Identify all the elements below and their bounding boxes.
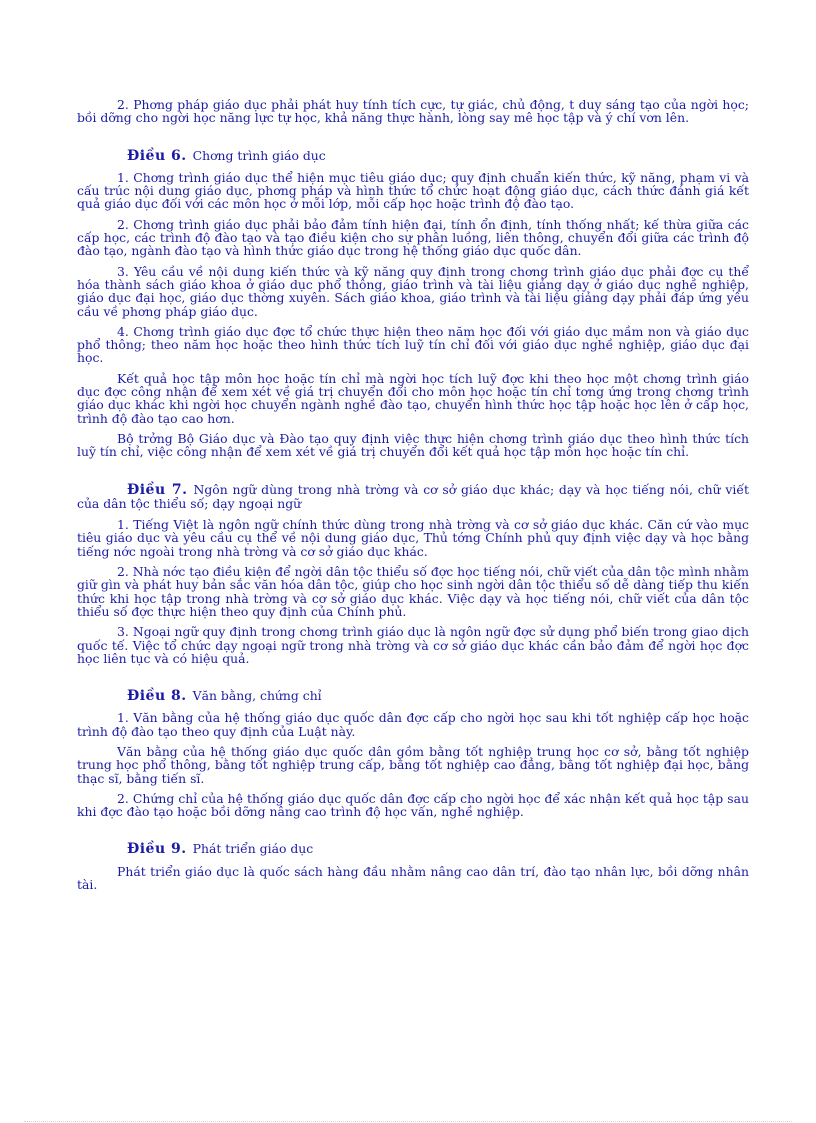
paragraph: 2. Nhà nớc tạo điều kiện để ngời dân tộc thiểu số đợc học tiếng nói, chữ viết của dân tộc mình nhằm giữ gìn và phát huy bản sắc văn hóa dân tộc, giúp cho học sinh ngời dân tộc thiểu số dễ dàng tiếp thu kiến thức khi học tập trong nhà trờng và cơ sở giáo dục khác. Việc dạy và học tiếng nói, chữ viết của dân tộc thiểu số đợc thực hiện theo quy định của Chính phủ. bbox=[77, 564, 749, 619]
paragraph: Kết quả học tập môn học hoặc tín chỉ mà ngời học tích luỹ đợc khi theo học một chơng trình giáo dục đợc công nhận để xem xét về giá trị chuyển đổi cho môn học hoặc tín chỉ tơng ứng trong chơng trình giáo dục khác khi ngời học chuyển ngành nghề đào tạo, chuyển hình thức học tập hoặc học lên ở cấp học, trình độ đào tạo cao hơn. bbox=[77, 370, 749, 426]
paragraph: 2. Phơng pháp giáo dục phải phát huy tính tích cực, tự giác, chủ động, t duy sáng tạo của ngời học; bồi dỡng cho ngời học năng lực tự học, khả năng thực hành, lòng say mê học tập và ý chí vơn lên. bbox=[77, 97, 749, 126]
paragraph: 2. Chứng chỉ của hệ thống giáo dục quốc dân đợc cấp cho ngời học để xác nhận kết quả học tập sau khi đợc đào tạo hoặc bồi dỡng nâng cao trình độ học vấn, nghề nghiệp. bbox=[77, 790, 749, 820]
paragraph: 1. Văn bằng của hệ thống giáo dục quốc dân đợc cấp cho ngời học sau khi tốt nghiệp cấp học hoặc trình độ đào tạo theo quy định của Luật này. bbox=[77, 710, 749, 739]
article-heading-7 bbox=[77, 483, 749, 511]
article-label: Điều 6. bbox=[127, 147, 187, 164]
paragraph: 3. Ngoại ngữ quy định trong chơng trình giáo dục là ngôn ngữ đợc sử dụng phổ biến trong giao dịch quốc tế. Việc tổ chức dạy ngoại ngữ trong nhà trờng và cơ sở giáo dục khác cần bảo đảm để ngời học đợc học liên tục và có hiệu quả. bbox=[77, 624, 749, 666]
article-label: Điều 9. bbox=[127, 841, 187, 858]
article-heading-9 bbox=[77, 842, 749, 856]
document-body bbox=[77, 98, 749, 898]
paragraph: 3. Yêu cầu về nội dung kiến thức và kỹ năng quy định trong chơng trình giáo dục phải đợc cụ thể hóa thành sách giáo khoa ở giáo dục phổ thông, giáo trình và tài liệu giảng dạy ở giáo dục nghề nghiệp, giáo dục đại học, giáo dục thờng xuyên. Sách giáo khoa, giáo trình và tài liệu giảng dạy phải đáp ứng yêu cầu về phơng pháp giáo dục. bbox=[77, 263, 749, 319]
article-title: Ngôn ngữ dùng trong nhà trờng và cơ sở giáo dục khác; dạy và học tiếng nói, chữ viết của dân tộc thiểu số; dạy ngoại ngữ bbox=[77, 481, 749, 511]
paragraph: 2. Chơng trình giáo dục phải bảo đảm tính hiện đại, tính ổn định, tính thống nhất; kế thừa giữa các cấp học, các trình độ đào tạo và tạo điều kiện cho sự phân luồng, liên thông, chuyển đổi giữa các trình độ đào tạo, ngành đào tạo và hình thức giáo dục trong hệ thống giáo dục quốc dân. bbox=[77, 216, 749, 259]
article-heading-6 bbox=[77, 149, 749, 163]
paragraph: Phát triển giáo dục là quốc sách hàng đầu nhằm nâng cao dân trí, đào tạo nhân lực, bồi dỡng nhân tài. bbox=[77, 863, 749, 893]
page-bottom-divider bbox=[24, 1121, 792, 1122]
paragraph: Văn bằng của hệ thống giáo dục quốc dân gồm bằng tốt nghiệp trung học cơ sở, bằng tốt nghiệp trung học phổ thông, bằng tốt nghiệp trung cấp, bằng tốt nghiệp cao đẳng, bằng tốt nghiệp đại học, bằng thạc sĩ, bằng tiến sĩ. bbox=[77, 743, 749, 786]
paragraph: 4. Chơng trình giáo dục đợc tổ chức thực hiện theo năm học đối với giáo dục mầm non và giáo dục phổ thông; theo năm học hoặc theo hình thức tích luỹ tín chỉ đối với giáo dục nghề nghiệp, giáo dục đại học. bbox=[77, 323, 749, 366]
article-label: Điều 7. bbox=[127, 481, 188, 498]
paragraph: Bộ trởng Bộ Giáo dục và Đào tạo quy định việc thực hiện chơng trình giáo dục theo hình thức tích luỹ tín chỉ, việc công nhận để xem xét về giá trị chuyển đổi kết quả học tập môn học hoặc tín chỉ. bbox=[77, 430, 749, 460]
article-title: Chơng trình giáo dục bbox=[192, 147, 326, 163]
paragraph: 1. Chơng trình giáo dục thể hiện mục tiêu giáo dục; quy định chuẩn kiến thức, kỹ năng, phạm vi và cấu trúc nội dung giáo dục, phơng pháp và hình thức tổ chức hoạt động giáo dục, cách thức đánh giá kết quả giáo dục đối với các môn học ở mỗi lớp, mỗi cấp học hoặc trình độ đào tạo. bbox=[77, 169, 749, 212]
article-label: Điều 8. bbox=[127, 688, 187, 705]
paragraph: 1. Tiếng Việt là ngôn ngữ chính thức dùng trong nhà trờng và cơ sở giáo dục khác. Căn cứ vào mục tiêu giáo dục và yêu cầu cụ thể về nội dung giáo dục, Thủ tớng Chính phủ quy định việc dạy và học bằng tiếng nớc ngoài trong nhà trờng và cơ sở giáo dục khác. bbox=[77, 517, 749, 559]
article-heading-8 bbox=[77, 689, 749, 703]
article-title: Phát triển giáo dục bbox=[192, 841, 314, 857]
article-title: Văn bằng, chứng chỉ bbox=[192, 688, 322, 704]
